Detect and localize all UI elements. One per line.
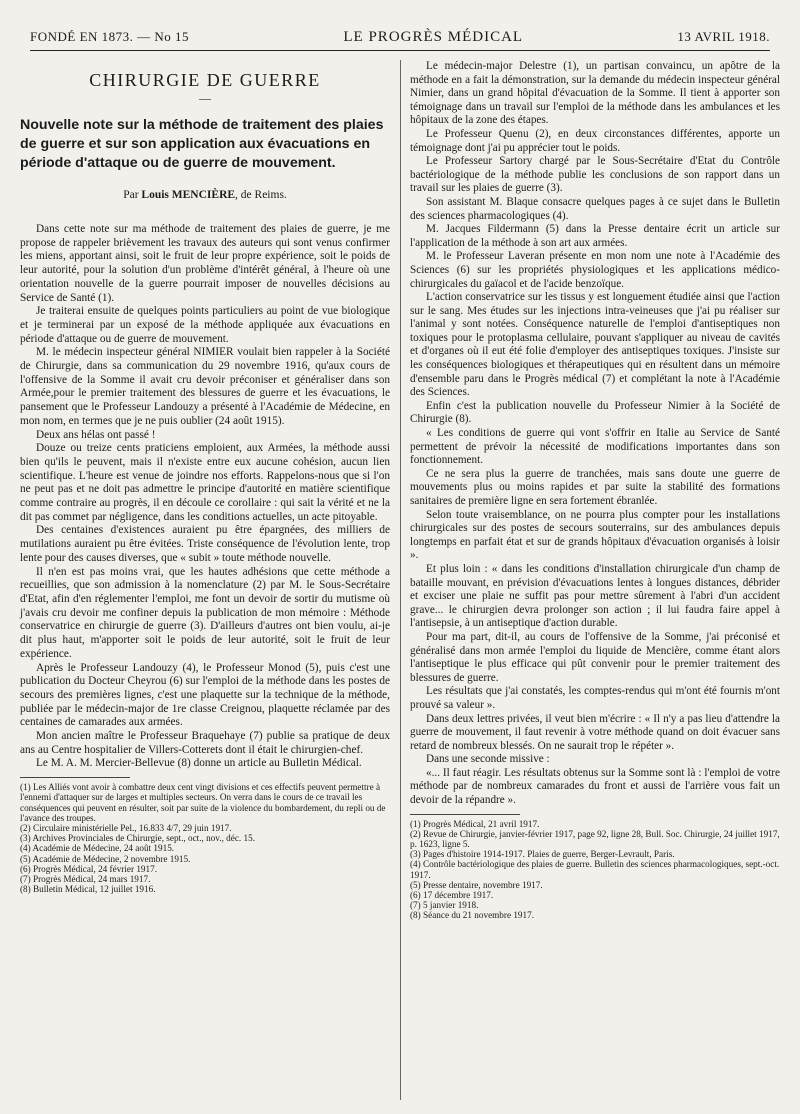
paragraph: « Les conditions de guerre qui vont s'offrir en Italie au Service de Santé permettent de prévoir la nécessité de modifications importantes dans son fonctionnement. [410,427,780,467]
right-footnotes [410,819,780,921]
byline [20,189,390,201]
byline-suffix: , de Reims. [235,189,287,201]
paragraph: M. le médecin inspecteur général NIMIER voulait bien rappeler à la Société de Chirurgie, dans sa communication du 29 novembre 1916, qu'aux cours de l'offensive de la Somme il avait cru devoir préconiser et généraliser dans son Armée,pour le premier traitement des blessures de guerre et les évacuations, le pansement que le Professeur Landouzy a présenté à l'Académie de Médecine, en mon nom, en termes que je ne puis oublier (24 août 1915). [20,346,390,427]
footnote: (2) Revue de Chirurgie, janvier-février 1917, page 92, ligne 28, Bull. Soc. Chirurgie, 24 juillet 1917, p. 1623, ligne 5. [410,828,780,850]
paragraph: Dans deux lettres privées, il veut bien m'écrire : « Il n'y a pas lieu d'attendre la guerre de mouvement, il faut revenir à votre méthode quand on doit évacuer sans retard de nombreux blessés. On ne saurait trop le répéter ». [410,712,780,752]
right-column [410,60,780,921]
footnote: (6) 17 décembre 1917. [410,890,494,901]
left-column [20,60,390,894]
footnote-rule-right [410,814,520,815]
paragraph: Des centaines d'existences auraient pu être épargnées, des milliers de mutilations auraient pu être évitées. Triste conséquence de l'évolution lente, trop lente pour des causes diverses, que « subit » toute méthode nouvelle. [20,524,390,564]
paragraph: Après le Professeur Landouzy (4), le Professeur Monod (5), puis c'est une publication du Docteur Cheyrou (6) sur l'emploi de la méthode dans les postes de secours des premières lignes, c'est une plaquette sur la technique de la méthode, publiée par le médecin-major de 1re classe Creignou, plaquette réclamée par des centaines de camarades aux armées. [20,661,390,729]
paragraph: Selon toute vraisemblance, on ne pourra plus compter pour les installations chirurgicales sur des postes de secours souterrains, sur des ambulances depuis longtemps en parfait état et sur de grands hôpitaux d'évacuation organisés à loisir ». [410,508,780,562]
footnote: (3) Pages d'histoire 1914-1917. Plaies de guerre, Berger-Levrault, Paris. [410,849,675,860]
paragraph: M. le Professeur Laveran présente en mon nom une note à l'Académie des Sciences (6) sur les propriétés physiologiques et les applications médico-chirurgicales du gaïacol et de l'acide benzoïque. [410,250,780,290]
paragraph: Et plus loin : « dans les conditions d'installation chirurgicale d'un champ de bataille mouvant, en prévision d'évacuations lentes à longues distances, débrider et exciser une plaie ne suffit pas pour mettre sûrement à l'abri d'un accident grave... le chirurgien devra prolonger son action ; il lui faudra faire appel à l'antisepsie, à un antiseptique d'action durable. [410,562,780,630]
footnote: (7) 5 janvier 1918. [410,900,479,911]
paragraph: Ce ne sera plus la guerre de tranchées, mais sans doute une guerre de mouvements plus ou moins rapides et par suite la stabilité des formations sanitaires de première ligne en sera fortement ébranlée. [410,467,780,507]
footnote: (5) Académie de Médecine, 2 novembre 1915. [20,853,191,864]
right-body-text [410,60,780,808]
header-date: 13 AVRIL 1918. [677,29,770,44]
footnote: (2) Circulaire ministérielle Pel., 16.833 4/7, 29 juin 1917. [20,822,232,833]
article-title: Nouvelle note sur la méthode de traitement des plaies de guerre et sur son application aux évacuations en période d'attaque ou de guerre de mouvement. [20,117,384,171]
left-footnotes [20,782,390,894]
column-divider [400,60,401,1100]
footnote: (8) Bulletin Médical, 12 juillet 1916. [20,884,156,895]
footnote: (3) Archives Provinciales de Chirurgie, sept., oct., nov., déc. 15. [20,833,255,844]
paragraph: Les résultats que j'ai constatés, les comptes-rendus qui m'ont été fournis m'ont prouvé sa valeur ». [410,685,780,711]
paragraph: Mon ancien maître le Professeur Braquehaye (7) publie sa pratique de deux ans au Centre hospitalier de Villers-Cotterets dont il était le chirurgien-chef. [20,730,390,756]
paragraph: M. Jacques Fildermann (5) dans la Presse dentaire écrit un article sur l'application de la méthode à son art aux armées. [410,223,780,249]
paragraph: Douze ou treize cents praticiens emploient, aux Armées, la méthode aussi bien qu'ils le peuvent, mais il n'existe entre eux aucune cohésion, aucun lien scientifique. L'heure est venue de joindre nos efforts. Rappelons-nous que si l'on ne peut pas et ne doit pas admettre le principe d'autorité en matière scientifique comme contraire au progrès, il en découle ce corollaire : qui sait la vérité et ne la dit pas commet par négligence, dans les conditions actuelles, un acte pitoyable. [20,442,390,523]
paragraph: Le Professeur Sartory chargé par le Sous-Secrétaire d'Etat du Contrôle bactériologique de la méthode publie les conclusions de son rapport dans un travail sur les plaies de guerre (3). [410,155,780,195]
paragraph: «... Il faut réagir. Les résultats obtenus sur la Somme sont là : l'emploi de votre méthode par de nombreux camarades du front et aussi de l'arrière vous fait un devoir de la répandre ». [410,766,780,807]
paragraph: Pour ma part, dit-il, au cours de l'offensive de la Somme, j'ai préconisé et généralisé dans mon armée l'emploi du liquide de Mencière, comme étant alors l'antiseptique le plus efficace qui pût convenir pour le premier traitement des blessures de guerre. [410,630,780,684]
section-rubric: CHIRURGIE DE GUERRE [89,70,321,90]
footnote: (5) Presse dentaire, novembre 1917. [410,879,543,890]
footnote: (8) Séance du 21 novembre 1917. [410,910,534,921]
header-journal-title: LE PROGRÈS MÉDICAL [343,28,524,45]
running-header [30,27,770,51]
paragraph: Dans cette note sur ma méthode de traitement des plaies de guerre, je me propose de rappeler brièvement les travaux des auteurs qui sont venus confirmer les miens, apportant ainsi, soit le fruit de leur propre expérience, soit le poids de leur autorité, pour la solution d'un problème d'intérêt général, à l'heure où une orientation nouvelle de la guerre pourrait imposer de nouvelles décisions au Service de Santé (1). [20,223,390,304]
header-founded: FONDÉ EN 1873. — No 15 [30,29,190,44]
paragraph: Le médecin-major Delestre (1), un partisan convaincu, un apôtre de la méthode en a fait la démonstration, sur la demande du médecin inspecteur général Nimier, dans un grand hôpital d'évacuation de la Somme. Il tient à apporter son témoignage dans un travail sur l'emploi de la méthode dans les ambulances et les hôpitaux de la zone des étapes. [410,60,780,127]
footnote: (1) Les Alliés vont avoir à combattre deux cent vingt divisions et ces effectifs peuvent permettre à l'ennemi d'attaquer sur de larges et multiples secteurs. On verra dans le cours de ce travail les conséquences qui peuvent en résulter, soit par suite de la violence du bombardement, du repli ou de l'avance des troupes. [20,782,386,823]
footnote-rule-left [20,777,130,778]
paragraph: Dans une seconde missive : [426,753,550,766]
footnote: (6) Progrès Médical, 24 février 1917. [20,863,158,874]
footnote: (4) Académie de Médecine, 24 août 1915. [20,843,175,854]
footnote: (1) Progrès Médical, 21 avril 1917. [410,818,540,829]
paragraph: Le M. A. M. Mercier-Bellevue (8) donne un article au Bulletin Médical. [36,757,362,770]
byline-prefix: Par [123,189,139,201]
paragraph: L'action conservatrice sur les tissus y est longuement étudiée ainsi que l'action sur le sang. Mes études sur les injections intra-veineuses que j'ai pu réaliser sur l'animal y sont notées. Conséquence naturelle de l'emploi d'antiseptiques non toxiques pour le protoplasma cellulaire, pouvant s'appliquer au niveau de cavités et d'organes où il eut été folie d'employer des antiseptiques toxiques. J'insiste sur les conséquences biologiques et thérapeutiques qui en résultent dans un mémoire d'ensemble paru dans le Progrès médical (7) et complétant la note à l'Académie des Sciences. [410,291,780,399]
footnote: (7) Progrès Médical, 24 mars 1917. [20,873,151,884]
paragraph: Son assistant M. Blaque consacre quelques pages à ce sujet dans le Bulletin des sciences pharmacologiques (4). [410,195,780,222]
paragraph: Deux ans hélas ont passé ! [36,428,156,441]
paragraph: Il n'en est pas moins vrai, que les hautes adhésions que cette méthode a recueillies, que son admission à la nomenclature (2) par M. le Sous-Secrétaire d'Etat, afin d'en réglementer l'emploi, me font un devoir de sortir du mutisme où j'avais cru devoir me confiner depuis la publication de mon mémoire : Méthode conservatrice en chirurgie de guerre (3). D'ailleurs d'autres ont bien voulu, ai-je dit plus haut, m'apporter soit le poids de leur autorité, soit le fruit de leur expérience. [20,565,390,660]
paragraph: Enfin c'est la publication nouvelle du Professeur Nimier à la Société de Chirurgie (8). [410,399,780,426]
paragraph: Je traiterai ensuite de quelques points particuliers au point de vue biologique et je terminerai par un exposé de la méthode appliquée aux évacuations en période d'attaque ou de guerre de mouvement. [20,305,390,345]
paragraph: Le Professeur Quenu (2), en deux circonstances différentes, apporte un témoignage dont j'ai pu apprécier tout le poids. [410,127,780,154]
left-body-text [20,223,390,771]
rubric-dash: — [199,91,211,105]
author-name: Louis MENCIÈRE [141,189,236,201]
footnote: (4) Contrôle bactériologique des plaies de guerre. Bulletin des sciences pharmacologiques, sept.-oct. 1917. [410,859,780,880]
